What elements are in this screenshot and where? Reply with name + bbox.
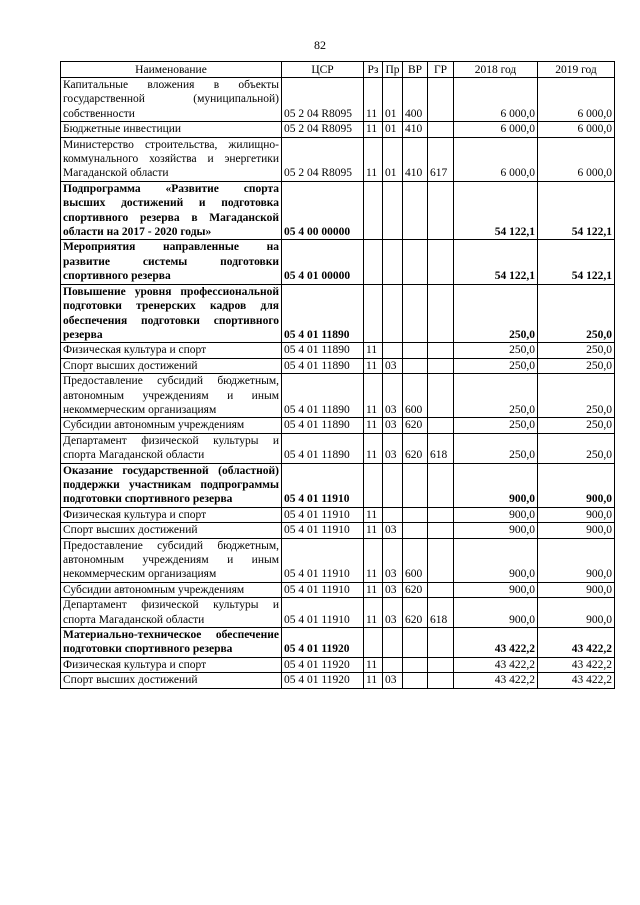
table-row [61, 181, 615, 240]
row-2019: 43 422,2 [538, 673, 615, 688]
row-pr [383, 628, 403, 658]
header-rz: Рз [364, 62, 383, 78]
row-2018: 900,0 [454, 538, 538, 582]
row-csr: 05 2 04 R8095 [282, 137, 364, 181]
row-2018: 250,0 [454, 374, 538, 418]
row-name: Бюджетные инвестиции [61, 122, 282, 137]
row-gr [428, 418, 454, 433]
row-rz: 11 [364, 538, 383, 582]
table-row [61, 673, 615, 688]
row-vr [403, 358, 428, 373]
row-pr [383, 284, 403, 343]
table-header-row [61, 62, 615, 78]
row-gr: 618 [428, 598, 454, 628]
row-vr [403, 523, 428, 538]
row-rz: 11 [364, 657, 383, 672]
row-name: Мероприятия направленные на развитие системы подготовки спортивного резерва [61, 240, 282, 284]
row-pr: 03 [383, 418, 403, 433]
row-csr: 05 4 01 11890 [282, 418, 364, 433]
row-2019: 250,0 [538, 433, 615, 463]
row-csr: 05 4 01 11920 [282, 673, 364, 688]
budget-table [60, 61, 615, 689]
row-gr [428, 374, 454, 418]
row-pr: 01 [383, 78, 403, 122]
row-2018: 250,0 [454, 284, 538, 343]
row-vr [403, 657, 428, 672]
row-2019: 6 000,0 [538, 122, 615, 137]
row-2019: 900,0 [538, 598, 615, 628]
table-row [61, 463, 615, 507]
row-2019: 54 122,1 [538, 181, 615, 240]
row-2019: 250,0 [538, 358, 615, 373]
row-name: Физическая культура и спорт [61, 343, 282, 358]
row-rz: 11 [364, 374, 383, 418]
row-gr [428, 507, 454, 522]
table-row [61, 137, 615, 181]
table-row [61, 78, 615, 122]
row-pr [383, 507, 403, 522]
row-vr: 410 [403, 122, 428, 137]
table-row [61, 538, 615, 582]
row-2019: 900,0 [538, 523, 615, 538]
row-vr: 410 [403, 137, 428, 181]
header-2019: 2019 год [538, 62, 615, 78]
table-row [61, 122, 615, 137]
page-number: 82 [314, 38, 326, 52]
header-vr: ВР [403, 62, 428, 78]
row-2019: 43 422,2 [538, 628, 615, 658]
row-csr: 05 4 01 11910 [282, 507, 364, 522]
row-vr: 600 [403, 374, 428, 418]
row-2018: 900,0 [454, 598, 538, 628]
row-pr: 03 [383, 358, 403, 373]
row-vr [403, 463, 428, 507]
row-csr: 05 2 04 R8095 [282, 78, 364, 122]
table-row [61, 598, 615, 628]
row-2019: 900,0 [538, 582, 615, 597]
row-rz [364, 463, 383, 507]
row-gr [428, 358, 454, 373]
row-2018: 250,0 [454, 358, 538, 373]
row-rz: 11 [364, 523, 383, 538]
row-name: Подпрограмма «Развитие спорта высших достижений и подготовка спортивного резерва в Магаданской области на 2017 - 2020 годы» [61, 181, 282, 240]
row-pr [383, 343, 403, 358]
row-vr: 400 [403, 78, 428, 122]
row-2018: 900,0 [454, 582, 538, 597]
table-row [61, 240, 615, 284]
table-row [61, 582, 615, 597]
row-name: Спорт высших достижений [61, 523, 282, 538]
row-vr: 620 [403, 582, 428, 597]
row-pr: 03 [383, 523, 403, 538]
row-rz: 11 [364, 122, 383, 137]
table-row [61, 523, 615, 538]
table-row [61, 418, 615, 433]
header-csr: ЦСР [282, 62, 364, 78]
row-rz [364, 628, 383, 658]
row-csr: 05 4 01 11890 [282, 433, 364, 463]
row-rz: 11 [364, 418, 383, 433]
row-gr [428, 181, 454, 240]
row-name: Департамент физической культуры и спорта Магаданской области [61, 433, 282, 463]
row-rz: 11 [364, 598, 383, 628]
row-gr [428, 657, 454, 672]
row-2018: 6 000,0 [454, 137, 538, 181]
row-csr: 05 4 01 11920 [282, 657, 364, 672]
header-2018: 2018 год [454, 62, 538, 78]
row-vr: 620 [403, 433, 428, 463]
row-2019: 250,0 [538, 374, 615, 418]
row-vr [403, 507, 428, 522]
row-name: Субсидии автономным учреждениям [61, 418, 282, 433]
row-csr: 05 4 01 11890 [282, 358, 364, 373]
row-rz: 11 [364, 358, 383, 373]
row-2018: 900,0 [454, 523, 538, 538]
row-vr [403, 628, 428, 658]
row-rz [364, 181, 383, 240]
row-rz: 11 [364, 78, 383, 122]
row-vr [403, 673, 428, 688]
table-row [61, 374, 615, 418]
row-pr [383, 240, 403, 284]
row-csr: 05 4 01 11910 [282, 598, 364, 628]
row-vr [403, 181, 428, 240]
row-rz: 11 [364, 343, 383, 358]
row-name: Повышение уровня профессиональной подготовки тренерских кадров для обеспечения подготовки спортивного резерва [61, 284, 282, 343]
row-csr: 05 4 01 11910 [282, 523, 364, 538]
row-csr: 05 4 00 00000 [282, 181, 364, 240]
row-2019: 54 122,1 [538, 240, 615, 284]
row-name: Спорт высших достижений [61, 358, 282, 373]
header-name: Наименование [61, 62, 282, 78]
table-row [61, 507, 615, 522]
row-csr: 05 4 01 11910 [282, 463, 364, 507]
row-pr: 03 [383, 673, 403, 688]
row-2018: 250,0 [454, 343, 538, 358]
row-2018: 43 422,2 [454, 628, 538, 658]
row-gr [428, 538, 454, 582]
row-csr: 05 4 01 11890 [282, 284, 364, 343]
row-2019: 6 000,0 [538, 137, 615, 181]
table-row [61, 657, 615, 672]
row-csr: 05 4 01 00000 [282, 240, 364, 284]
row-name: Капитальные вложения в объекты государственной (муниципальной) собственности [61, 78, 282, 122]
row-csr: 05 4 01 11910 [282, 582, 364, 597]
table-row [61, 358, 615, 373]
row-2018: 900,0 [454, 507, 538, 522]
table-row [61, 343, 615, 358]
row-csr: 05 4 01 11910 [282, 538, 364, 582]
row-gr [428, 673, 454, 688]
row-csr: 05 4 01 11920 [282, 628, 364, 658]
row-2018: 6 000,0 [454, 78, 538, 122]
row-2018: 54 122,1 [454, 240, 538, 284]
row-gr [428, 78, 454, 122]
row-vr [403, 284, 428, 343]
row-name: Спорт высших достижений [61, 673, 282, 688]
row-csr: 05 4 01 11890 [282, 343, 364, 358]
row-name: Физическая культура и спорт [61, 507, 282, 522]
row-gr [428, 523, 454, 538]
row-2018: 900,0 [454, 463, 538, 507]
row-name: Предоставление субсидий бюджетным, автономным учреждениям и иным некоммерческим организациям [61, 538, 282, 582]
row-name: Материально-техническое обеспечение подготовки спортивного резерва [61, 628, 282, 658]
row-2019: 43 422,2 [538, 657, 615, 672]
row-pr [383, 657, 403, 672]
header-gr: ГР [428, 62, 454, 78]
header-pr: Пр [383, 62, 403, 78]
row-rz: 11 [364, 673, 383, 688]
row-pr [383, 181, 403, 240]
table-row [61, 433, 615, 463]
row-2019: 250,0 [538, 343, 615, 358]
row-2018: 54 122,1 [454, 181, 538, 240]
row-name: Физическая культура и спорт [61, 657, 282, 672]
row-2019: 900,0 [538, 507, 615, 522]
row-name: Департамент физической культуры и спорта Магаданской области [61, 598, 282, 628]
row-vr: 620 [403, 418, 428, 433]
row-2018: 250,0 [454, 418, 538, 433]
row-rz: 11 [364, 582, 383, 597]
row-csr: 05 4 01 11890 [282, 374, 364, 418]
row-pr [383, 463, 403, 507]
row-rz [364, 284, 383, 343]
row-rz: 11 [364, 507, 383, 522]
row-2019: 250,0 [538, 418, 615, 433]
row-name: Предоставление субсидий бюджетным, автономным учреждениям и иным некоммерческим организациям [61, 374, 282, 418]
row-2018: 43 422,2 [454, 657, 538, 672]
row-2019: 250,0 [538, 284, 615, 343]
table-row [61, 284, 615, 343]
row-pr: 01 [383, 137, 403, 181]
row-2019: 6 000,0 [538, 78, 615, 122]
row-pr: 03 [383, 538, 403, 582]
row-name: Оказание государственной (областной) поддержки участникам подпрограммы подготовки спортивного резерва [61, 463, 282, 507]
row-gr [428, 240, 454, 284]
row-rz: 11 [364, 433, 383, 463]
row-vr [403, 240, 428, 284]
row-vr: 620 [403, 598, 428, 628]
row-2019: 900,0 [538, 463, 615, 507]
row-rz [364, 240, 383, 284]
row-pr: 01 [383, 122, 403, 137]
row-2019: 900,0 [538, 538, 615, 582]
row-name: Субсидии автономным учреждениям [61, 582, 282, 597]
row-pr: 03 [383, 433, 403, 463]
row-gr [428, 343, 454, 358]
row-gr [428, 582, 454, 597]
row-rz: 11 [364, 137, 383, 181]
row-gr: 618 [428, 433, 454, 463]
row-gr: 617 [428, 137, 454, 181]
row-gr [428, 284, 454, 343]
row-name: Министерство строительства, жилищно-коммунального хозяйства и энергетики Магаданской области [61, 137, 282, 181]
row-vr: 600 [403, 538, 428, 582]
row-vr [403, 343, 428, 358]
table-row [61, 628, 615, 658]
row-csr: 05 2 04 R8095 [282, 122, 364, 137]
row-gr [428, 122, 454, 137]
row-pr: 03 [383, 598, 403, 628]
row-gr [428, 463, 454, 507]
row-2018: 250,0 [454, 433, 538, 463]
row-2018: 6 000,0 [454, 122, 538, 137]
row-pr: 03 [383, 374, 403, 418]
row-gr [428, 628, 454, 658]
row-pr: 03 [383, 582, 403, 597]
row-2018: 43 422,2 [454, 673, 538, 688]
